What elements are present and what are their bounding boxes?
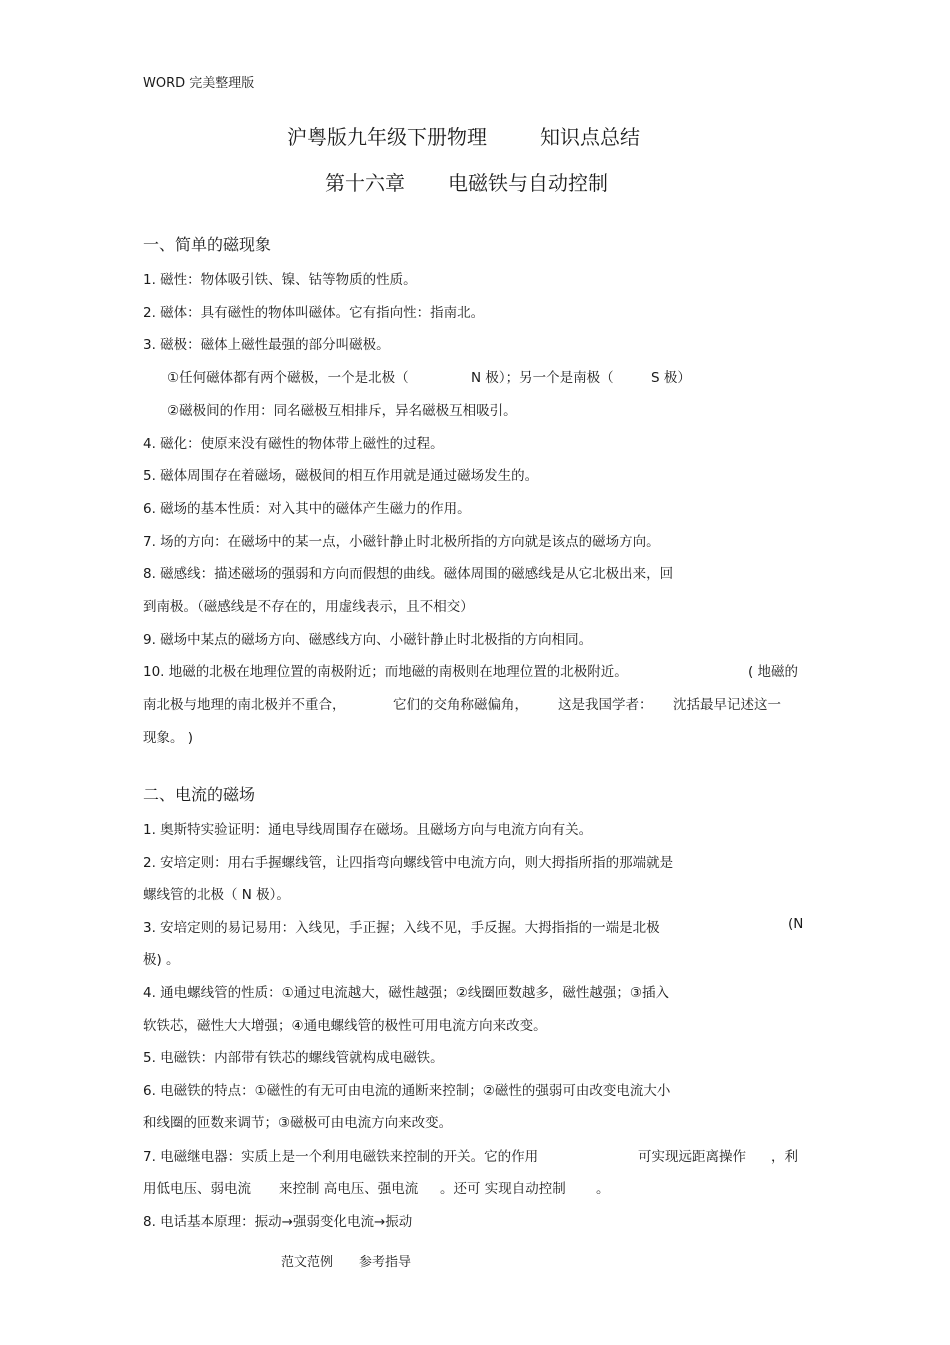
list-item: ( 地磁的 — [748, 664, 799, 680]
list-item: 南北极与地理的南北极并不重合， — [143, 697, 346, 713]
list-item: N 极）；另一个是南极（ — [471, 370, 614, 386]
list-item: ，利 — [771, 1149, 798, 1165]
list-item: 9. 磁场中某点的磁场方向、磁感线方向、小磁针静止时北极指的方向相同。 — [143, 632, 593, 648]
list-item: 它们的交角称磁偏角， — [393, 697, 528, 713]
list-item: 沈括最早记述这一 — [673, 697, 781, 713]
list-item: 4. 通电螺线管的性质：①通过电流越大，磁性越强；②线圈匝数越多，磁性越强；③插入 — [143, 985, 669, 1001]
list-item: 到南极。（磁感线是不存在的，用虚线表示，且不相交） — [143, 599, 474, 615]
list-item: 用低电压、弱电流 — [143, 1181, 251, 1197]
page-header: WORD 完美整理版 — [143, 76, 255, 91]
list-item: 10. 地磁的北极在地理位置的南极附近；而地磁的南极则在地理位置的北极附近。 — [143, 664, 628, 680]
list-item: 。还可 实现自动控制 — [440, 1181, 566, 1197]
title-line2-right: 电磁铁与自动控制 — [448, 171, 608, 195]
section1-heading: 一、简单的磁现象 — [143, 235, 272, 254]
list-item: 5. 电磁铁：内部带有铁芯的螺线管就构成电磁铁。 — [143, 1050, 444, 1066]
list-item: 3. 安培定则的易记易用：入线见，手正握；入线不见，手反握。大拇指指的一端是北极 — [143, 920, 660, 936]
list-item: 6. 电磁铁的特点：①磁性的有无可由电流的通断来控制；②磁性的强弱可由改变电流大小 — [143, 1083, 671, 1099]
list-item: 5. 磁体周围存在着磁场，磁极间的相互作用就是通过磁场发生的。 — [143, 468, 539, 484]
list-item: 2. 安培定则：用右手握螺线管，让四指弯向螺线管中电流方向，则大拇指所指的那端就是 — [143, 855, 674, 871]
title-line1-left: 沪粤版九年级下册物理 — [287, 125, 487, 149]
title-line2-left: 第十六章 — [325, 171, 405, 195]
list-item: 3. 磁极：磁体上磁性最强的部分叫磁极。 — [143, 337, 390, 353]
list-item: 6. 磁场的基本性质：对入其中的磁体产生磁力的作用。 — [143, 501, 471, 517]
list-item: 螺线管的北极（ N 极）。 — [143, 887, 290, 903]
list-item: 8. 磁感线：描述磁场的强弱和方向而假想的曲线。磁体周围的磁感线是从它北极出来，回 — [143, 566, 674, 582]
list-item: 现象。 ) — [143, 730, 194, 746]
list-item: 7. 电磁继电器：实质上是一个利用电磁铁来控制的开关。它的作用 — [143, 1149, 539, 1165]
list-item: 2. 磁体：具有磁性的物体叫磁体。它有指向性：指南北。 — [143, 305, 485, 321]
footer-left: 范文范例 — [281, 1255, 334, 1270]
list-item: 7. 场的方向：在磁场中的某一点，小磁针静止时北极所指的方向就是该点的磁场方向。 — [143, 534, 660, 550]
list-item: 来控制 高电压、强电流 — [279, 1181, 419, 1197]
list-item: ②磁极间的作用：同名磁极互相排斥，异名磁极互相吸引。 — [167, 403, 517, 419]
list-item: 1. 磁性：物体吸引铁、镍、钴等物质的性质。 — [143, 272, 417, 288]
list-item: S 极） — [651, 370, 691, 386]
list-item: 4. 磁化：使原来没有磁性的物体带上磁性的过程。 — [143, 436, 444, 452]
list-item: 。 — [596, 1181, 610, 1197]
list-item: (N — [788, 916, 804, 932]
section2-heading: 二、电流的磁场 — [143, 785, 256, 804]
list-item: 1. 奥斯特实验证明：通电导线周围存在磁场。且磁场方向与电流方向有关。 — [143, 822, 593, 838]
list-item: 软铁芯，磁性大大增强；④通电螺线管的极性可用电流方向来改变。 — [143, 1018, 547, 1034]
list-item: 这是我国学者： — [558, 697, 653, 713]
footer-right: 参考指导 — [359, 1255, 412, 1270]
list-item: ①任何磁体都有两个磁极，一个是北极（ — [167, 370, 409, 386]
list-item: 8. 电话基本原理：振动→强弱变化电流→振动 — [143, 1214, 413, 1230]
list-item: 可实现远距离操作 — [638, 1149, 746, 1165]
list-item: 极) 。 — [143, 952, 180, 968]
title-line1-right: 知识点总结 — [540, 125, 640, 149]
list-item: 和线圈的匝数来调节；③磁极可由电流方向来改变。 — [143, 1115, 453, 1131]
